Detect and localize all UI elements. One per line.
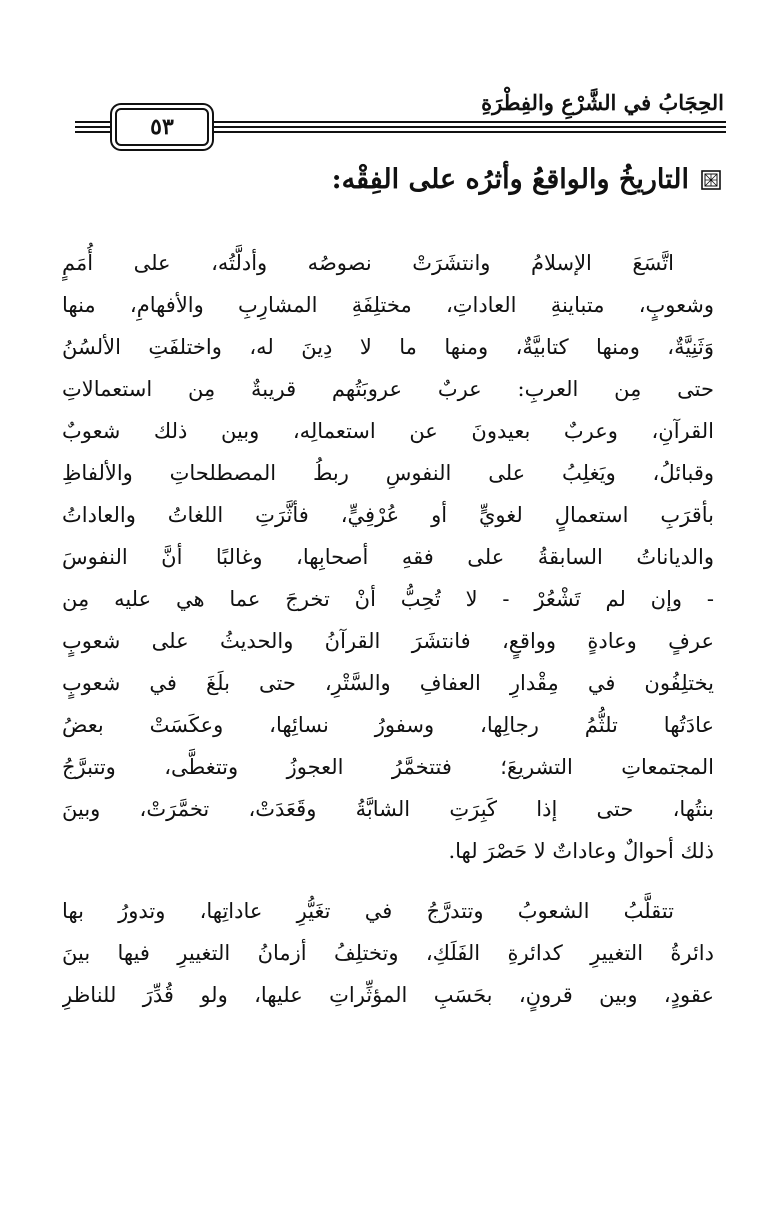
text-line: عقودٍ، وبين قرونٍ، بحَسَبِ المؤثِّراتِ عليها، ولو قُدِّرَ للناظرِ [62,983,714,1007]
text-line: المجتمعاتِ التشريعَ؛ فتتخمَّرُ العجوزُ وتتغطَّى، وتتبرَّجُ [62,755,714,779]
text-line: وشعوبٍ، متباينةِ العاداتِ، مختلِفَةِ المشارِبِ والأفهامِ، منها [62,293,714,317]
text-line: اتَّسَعَ الإسلامُ وانتشَرَتْ نصوصُه وأدلَّتُه، على أُمَمٍ [62,251,674,275]
text-line: عرفٍ وعادةٍ وواقعٍ، فانتشَرَ القرآنُ والحديثُ على شعوبٍ [62,629,714,653]
section-heading-text: التاريخُ والواقعُ وأثرُه على الفِقْه: [331,164,689,195]
text-line: يختلِفُون في مِقْدارِ العفافِ والسَّتْرِ، حتى بلَغَ في شعوبٍ [62,671,714,695]
text-line: ذلك أحوالٌ وعاداتٌ لا حَصْرَ لها. [448,839,714,863]
text-line: والدياناتُ السابقةُ على فقهِ أصحابِها، وغالبًا أنَّ النفوسَ [62,545,714,569]
running-title: الحِجَابُ في الشَّرْعِ والفِطْرَةِ [481,90,724,115]
text-line: القرآنِ، وعربٌ بعيدونَ عن استعمالِه، وبين ذلك شعوبٌ [62,419,714,443]
page-header [75,88,726,144]
text-line: وقبائلُ، ويَغلِبُ على النفوسِ ربطُ المصطلحاتِ والألفاظِ [62,461,714,485]
page-number: ٥٣ [115,108,209,146]
text-line: تتقلَّبُ الشعوبُ وتتدرَّجُ في تغَيُّرِ عاداتِها، وتدورُ بها [62,899,674,923]
text-line: بأقرَبِ استعمالٍ لغويٍّ أو عُرْفِيٍّ، فأثَّرَتِ اللغاتُ والعاداتُ [62,503,714,527]
text-line: حتى مِن العربِ: عربٌ عروبَتُهم قريبةٌ مِن استعمالاتِ [62,377,714,401]
text-line: بنتُها، حتى إذا كَبِرَتِ الشابَّةُ وقَعَدَتْ، تخمَّرَتْ، وبينَ [62,797,714,821]
section-heading [332,158,721,202]
ornament-square-icon [701,170,721,190]
text-line: - وإن لم تَشْعُرْ - لا تُحِبُّ أنْ تخرجَ عما هي عليه مِن [62,587,714,611]
text-line: وَثَنِيَّةٌ، ومنها كتابيَّةٌ، ومنها ما لا دِينَ له، واختلفَتِ الألسُنُ [62,335,714,359]
text-line: دائرةُ التغييرِ كدائرةِ الفَلَكِ، وتختلِفُ أزمانُ التغييرِ فيها بينَ [62,941,714,965]
text-line: عادَتُها تلثُّمُ رجالِها، وسفورُ نسائِها، وعكَسَتْ بعضُ [62,713,714,737]
